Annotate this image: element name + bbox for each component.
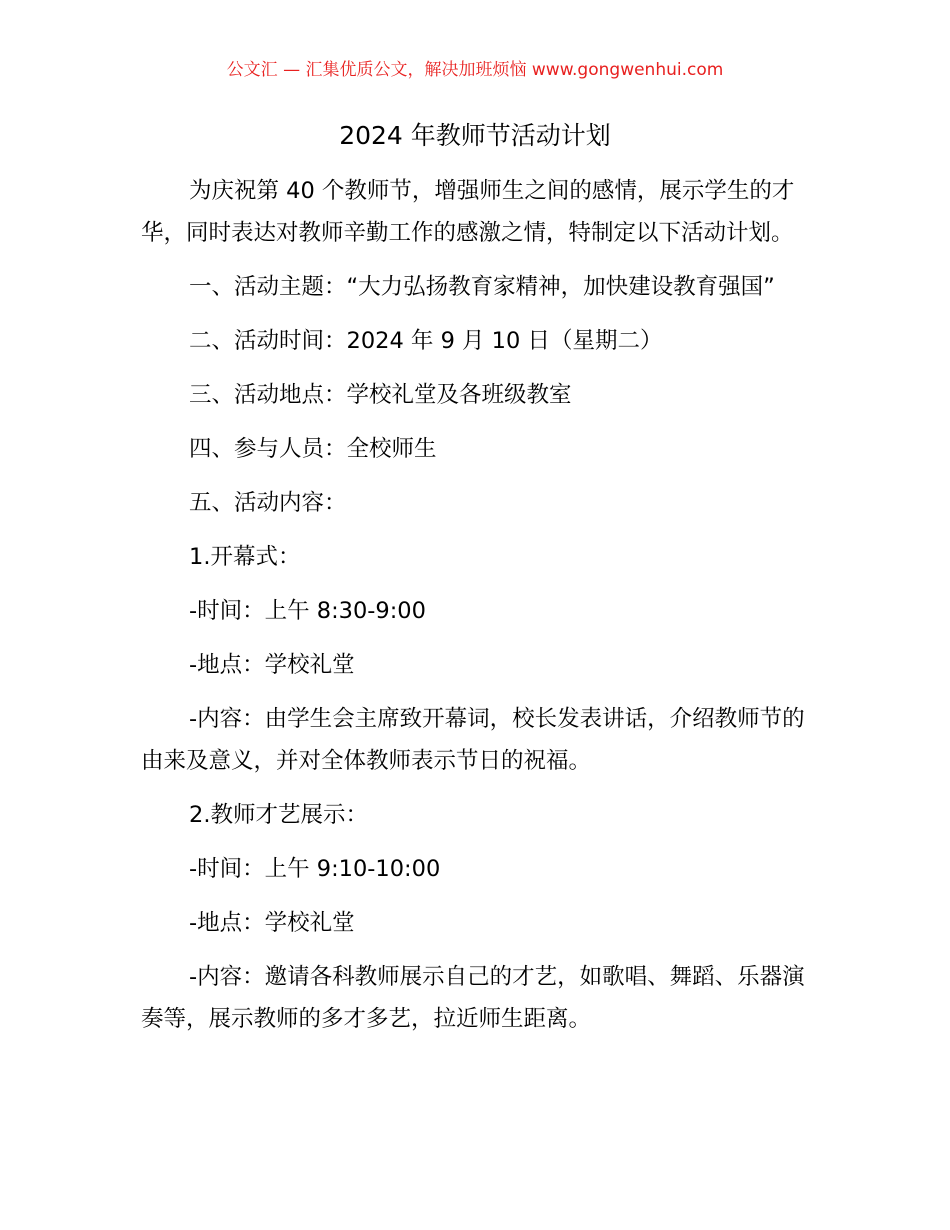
intro-paragraph: 为庆祝第 40 个教师节，增强师生之间的感情，展示学生的才华，同时表达对教师辛勤工作的感激之情，特制定以下活动计划。 <box>141 178 795 246</box>
item-opening-location: -地点：学校礼堂 <box>189 652 355 678</box>
item-talent-heading: 2.教师才艺展示： <box>189 802 368 828</box>
section-location: 三、活动地点：学校礼堂及各班级教室 <box>189 382 572 408</box>
document-body <box>141 170 813 1040</box>
site-header-banner: 公文汇 — 汇集优质公文，解决加班烦恼 www.gongwenhui.com <box>226 60 724 80</box>
section-content-heading: 五、活动内容： <box>189 490 347 516</box>
item-opening-time: -时间：上午 8:30-9:00 <box>189 598 426 624</box>
section-theme: 一、活动主题：“大力弘扬教育家精神，加快建设教育强国” <box>189 274 775 300</box>
document-title: 2024 年教师节活动计划 <box>339 121 611 150</box>
section-participants: 四、参与人员：全校师生 <box>189 436 437 462</box>
section-time: 二、活动时间：2024 年 9 月 10 日（星期二） <box>189 328 663 354</box>
item-talent-time: -时间：上午 9:10-10:00 <box>189 856 441 882</box>
item-opening-heading: 1.开幕式： <box>189 544 301 570</box>
item-talent-location: -地点：学校礼堂 <box>189 910 355 936</box>
item-talent-content: -内容：邀请各科教师展示自己的才艺，如歌唱、舞蹈、乐器演奏等，展示教师的多才多艺，拉近师生距离。 <box>141 964 805 1032</box>
item-opening-content: -内容：由学生会主席致开幕词，校长发表讲话，介绍教师节的由来及意义，并对全体教师表示节日的祝福。 <box>141 706 805 774</box>
